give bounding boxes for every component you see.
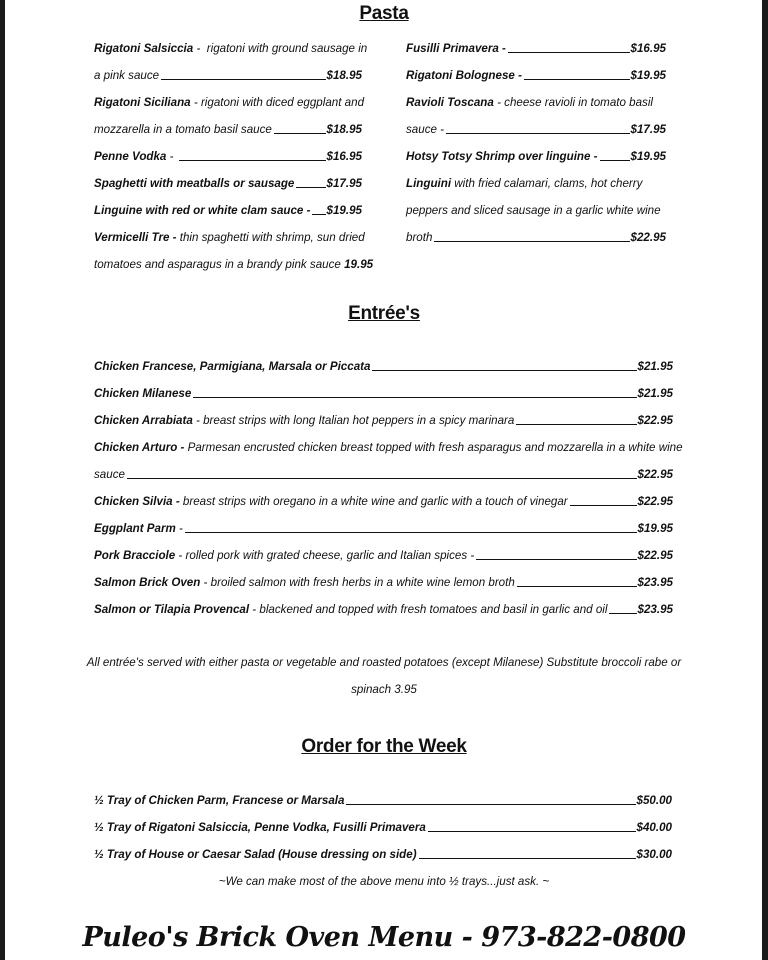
menu-line — [94, 170, 362, 197]
menu-line — [94, 89, 365, 116]
menu-line — [94, 596, 673, 623]
entrees-note-line-1: All entrée's served with either pasta or vegetable and roasted potatoes (except Milanese) Substitute broccoli rabe or — [86, 656, 682, 669]
item-name: Vermicelli Tre - — [94, 231, 177, 244]
menu-line — [94, 569, 673, 596]
pasta-left-column — [94, 35, 374, 278]
menu-line — [94, 380, 673, 407]
menu-line — [406, 197, 666, 224]
menu-line — [94, 407, 673, 434]
item-name: Salmon Brick Oven — [94, 576, 201, 589]
item-description: - — [175, 522, 183, 535]
item-name: Rigatoni Bolognese - — [406, 69, 522, 82]
dotted-leader — [274, 116, 326, 134]
order-week-note: ~We can make most of the above menu into ½ trays...just ask. ~ — [218, 875, 550, 888]
item-description: peppers and sliced sausage in a garlic white wine — [406, 204, 661, 217]
item-price: $22.95 — [637, 495, 673, 508]
dotted-leader — [372, 353, 636, 371]
item-description: broth — [406, 231, 433, 244]
item-price: $19.95 — [630, 150, 666, 163]
entrees-note-line-2: spinach 3.95 — [351, 683, 417, 696]
dotted-leader — [508, 35, 630, 53]
menu-line — [94, 515, 673, 542]
dotted-leader — [517, 569, 637, 587]
dotted-leader — [193, 380, 636, 398]
dotted-leader — [446, 116, 630, 134]
menu-line — [406, 143, 666, 170]
dotted-leader — [609, 596, 636, 614]
item-price: $22.95 — [637, 468, 673, 481]
item-price: $22.95 — [637, 549, 673, 562]
dotted-leader — [179, 143, 326, 161]
item-description: a pink sauce — [94, 69, 160, 82]
pasta-right-column — [406, 35, 666, 251]
item-description: - — [166, 150, 177, 163]
order-week-list — [94, 787, 672, 868]
item-name: Spaghetti with meatballs or sausage — [94, 177, 295, 190]
item-name: Chicken Silvia - — [94, 495, 180, 508]
item-price: $17.95 — [326, 177, 362, 190]
menu-line — [406, 89, 666, 116]
item-price: 19.95 — [344, 258, 374, 271]
dotted-leader — [476, 542, 636, 560]
menu-line — [406, 62, 666, 89]
footer-title: Puleo's Brick Oven Menu - 973-822-0800 — [82, 922, 686, 953]
item-price: $23.95 — [637, 603, 673, 616]
item-name: Linguine with red or white clam sauce - — [94, 204, 311, 217]
menu-line — [94, 814, 672, 841]
dotted-leader — [185, 515, 637, 533]
dotted-leader — [428, 814, 636, 832]
menu-line — [94, 787, 672, 814]
menu-line — [94, 488, 673, 515]
dotted-leader — [346, 787, 635, 805]
item-name: Chicken Francese, Parmigiana, Marsala or Piccata — [94, 360, 371, 373]
dotted-leader — [127, 461, 637, 479]
menu-line — [94, 461, 673, 488]
item-name: ½ Tray of Chicken Parm, Francese or Marsala — [94, 794, 345, 807]
item-price: $21.95 — [637, 387, 673, 400]
order-week-heading: Order for the Week — [301, 736, 467, 757]
item-description: - blackened and topped with fresh tomatoes and basil in garlic and oil — [249, 603, 608, 616]
item-name: ½ Tray of Rigatoni Salsiccia, Penne Vodka, Fusilli Primavera — [94, 821, 426, 834]
item-name: Chicken Arrabiata — [94, 414, 193, 427]
item-name: Hotsy Totsy Shrimp over linguine - — [406, 150, 598, 163]
menu-line — [94, 841, 672, 868]
item-price: $18.95 — [326, 123, 362, 136]
entrees-note — [80, 649, 688, 703]
item-name: Rigatoni Salsiccia — [94, 42, 194, 55]
item-name: ½ Tray of House or Caesar Salad (House dressing on side) — [94, 848, 417, 861]
item-name: Salmon or Tilapia Provencal — [94, 603, 250, 616]
item-description: thin spaghetti with shrimp, sun dried — [176, 231, 365, 244]
item-price: $21.95 — [637, 360, 673, 373]
item-name: Penne Vodka — [94, 150, 167, 163]
entrees-heading: Entrée's — [348, 303, 420, 324]
item-description: - rolled pork with grated cheese, garlic and Italian spices - — [175, 549, 475, 562]
dotted-leader — [524, 62, 630, 80]
item-price: $22.95 — [637, 414, 673, 427]
item-name: Chicken Arturo - — [94, 441, 185, 454]
item-description: breast strips with oregano in a white wine and garlic with a touch of vinegar — [179, 495, 568, 508]
item-name: Chicken Milanese — [94, 387, 192, 400]
item-name: Rigatoni Siciliana — [94, 96, 191, 109]
item-name: Pork Bracciole — [94, 549, 176, 562]
item-price: $19.95 — [637, 522, 673, 535]
item-description: Parmesan encrusted chicken breast topped with fresh asparagus and mozzarella in a white wine — [184, 441, 683, 454]
item-description: tomatoes and asparagus in a brandy pink sauce — [94, 258, 345, 271]
dotted-leader — [161, 62, 325, 80]
menu-line — [94, 143, 362, 170]
item-name: Fusilli Primavera - — [406, 42, 506, 55]
menu-line — [94, 197, 362, 224]
item-description: - cheese ravioli in tomato basil — [493, 96, 654, 109]
pasta-heading: Pasta — [359, 3, 409, 24]
menu-line — [406, 116, 666, 143]
item-price: $16.95 — [326, 150, 362, 163]
menu-line — [94, 542, 673, 569]
dotted-leader — [419, 841, 636, 859]
item-price: $50.00 — [636, 794, 672, 807]
item-description: with fried calamari, clams, hot cherry — [451, 177, 643, 190]
item-name: Linguini — [406, 177, 452, 190]
dotted-leader — [570, 488, 637, 506]
menu-line — [94, 251, 374, 278]
item-description: sauce — [94, 468, 125, 481]
entrees-list — [94, 353, 683, 623]
item-price: $22.95 — [630, 231, 666, 244]
item-price: $30.00 — [636, 848, 672, 861]
menu-line — [94, 35, 368, 62]
item-name: Eggplant Parm — [94, 522, 176, 535]
item-price: $18.95 — [326, 69, 362, 82]
dotted-leader — [434, 224, 629, 242]
menu-line — [406, 35, 666, 62]
menu-line — [94, 353, 673, 380]
item-price: $23.95 — [637, 576, 673, 589]
item-description: mozzarella in a tomato basil sauce — [94, 123, 272, 136]
menu-line — [406, 224, 666, 251]
dotted-leader — [296, 170, 325, 188]
menu-line — [94, 224, 365, 251]
menu-line — [94, 434, 683, 461]
item-price: $19.95 — [326, 204, 362, 217]
item-price: $40.00 — [636, 821, 672, 834]
menu-line — [94, 116, 362, 143]
menu-line — [94, 62, 362, 89]
item-description: - broiled salmon with fresh herbs in a white wine lemon broth — [200, 576, 515, 589]
item-description: - rigatoni with diced eggplant and — [190, 96, 365, 109]
item-description: - rigatoni with ground sausage in — [193, 42, 368, 55]
dotted-leader — [312, 197, 325, 215]
dotted-leader — [600, 143, 630, 161]
dotted-leader — [516, 407, 636, 425]
item-description: sauce - — [406, 123, 445, 136]
item-price: $16.95 — [630, 42, 666, 55]
item-price: $19.95 — [630, 69, 666, 82]
item-name: Ravioli Toscana — [406, 96, 494, 109]
menu-line — [406, 170, 666, 197]
item-description: - breast strips with long Italian hot peppers in a spicy marinara — [192, 414, 515, 427]
item-price: $17.95 — [630, 123, 666, 136]
